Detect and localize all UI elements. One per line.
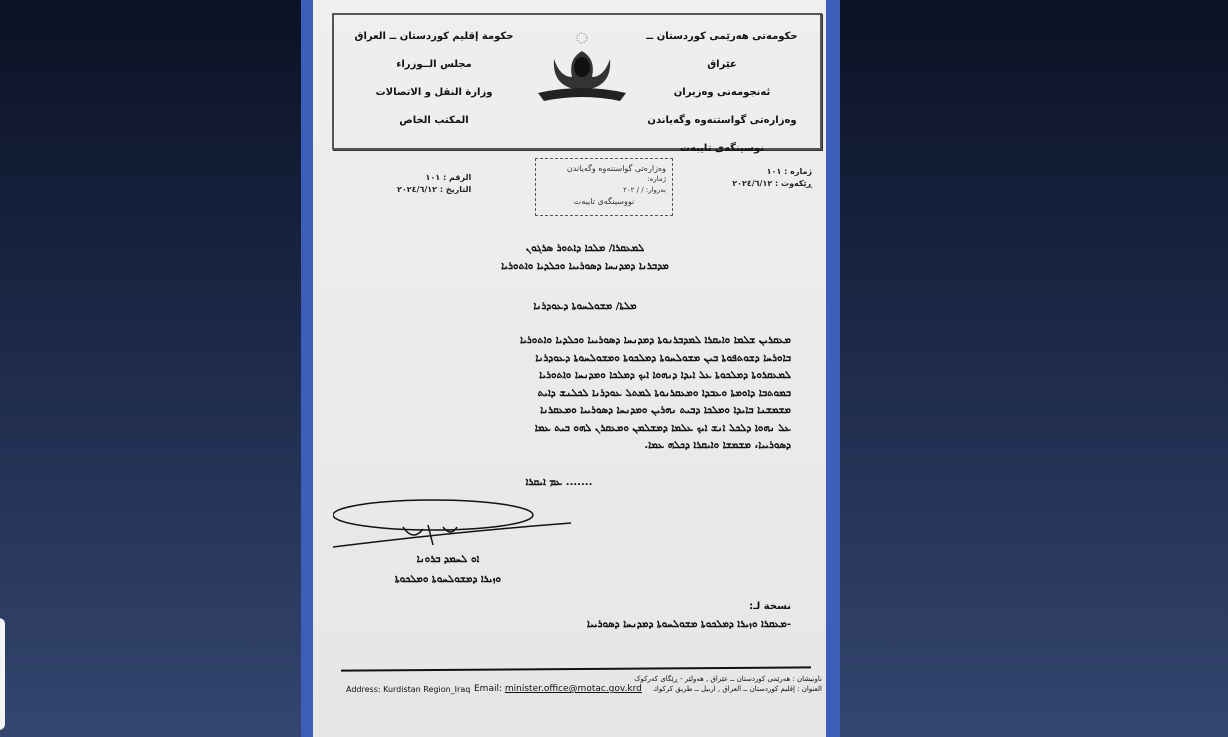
body-line: ܡܥܩܪܝܢ ܫܠܡܐ ܘܐܝܩܪܐ ܠܡܕܒܪܢܘܬܐ ܕܡܕܢܚܐ ܕܣܘܪܝܝܐ ܘܟܠܕܝܐ ܘܐܬܘܪܝܐ: [519, 335, 791, 346]
kurdistan-emblem-icon: [534, 29, 630, 103]
footer-divider: [341, 666, 811, 671]
number-label: ژمارە :: [784, 167, 812, 176]
reference-kurdish: [732, 166, 812, 190]
office-ku: نوسینگەی تایبەت: [679, 143, 764, 154]
stamp-title: وەزارەتی گواستنەوە وگەیاندن: [566, 164, 666, 173]
footer-address-local: [634, 674, 822, 694]
date-value: ٢٠٢٤/٦/١٢: [732, 179, 773, 188]
handwritten-signature: [333, 497, 573, 557]
number-value: ١٠١: [425, 173, 441, 182]
ministry-ar: وزارة النقل و الاتصالات: [375, 87, 493, 98]
signatory-title: ܘܙܝܪܐ ܕܡܫܘܠܚܘܬܐ ܘܡܠܟܘܬܐ: [394, 574, 502, 585]
letterhead-kurdish: [632, 23, 812, 163]
document-page: [313, 0, 826, 737]
addressee-line: ܠܡܥܩܪܐ/ ܡܠܟܐ ܕܐܬܘܪ ܣܪܓܘܢ: [525, 243, 645, 254]
letterhead-arabic: [344, 23, 524, 135]
footer-address-ar: العنوان : إقليم كوردستان ــ العراق , اربيل ــ طريق كركوك: [653, 685, 822, 693]
subject-line: ܡܠܬܐ/ ܡܫܘܠܚܘܬܐ ܕܥܘܕܪܢܐ: [533, 301, 637, 312]
number-label: الرقم :: [442, 173, 472, 182]
letter-body: [379, 332, 791, 455]
body-line: ܕܣܘܪܝܝܐ، ܡܫܡܫܐ ܘܐܝܩܪܐ ܕܟܠܗ ܥܡܐ.: [644, 440, 791, 451]
stamp-office: نووسینگەی تایبەت: [573, 197, 635, 206]
email-label: Email:: [474, 684, 503, 694]
footer-address-en: Address: Kurdistan Region_Iraq: [346, 685, 471, 694]
date-label: ڕێکەوت :: [775, 179, 812, 188]
reference-arabic: [397, 172, 471, 196]
ministry-ku: وەزارەتی گواستنەوە وگەیاندن: [647, 115, 797, 126]
side-panel-tab[interactable]: [0, 618, 5, 730]
body-line: ܠܡܥܩܪܘܬܐ ܕܡܠܟܘܬܐ ܥܠ ܐܝܕܐ ܕܢܗܘܐ ܐܝܟ ܕܡܠܟܐ ܘܡܕܢܚܐ ܘܐܬܘܪܝܐ: [539, 370, 791, 381]
receipt-stamp: [535, 158, 673, 216]
letterhead: [332, 13, 822, 154]
cc-item: -ܡܥܩܪܐ ܘܙܝܪܐ ܕܡܠܟܘܬܐ ܡܫܘܠܚܘܬܐ ܕܡܕܢܚܐ ܕܣܘܪܝܝܐ: [586, 618, 791, 630]
footer-email: [474, 684, 642, 694]
stamp-date: / / ٢٠٢: [623, 186, 644, 194]
body-line: ܥܠ ܢܗܘܐ ܕܠܟܠ ܐܢܫ ܐܝܟ ܥܠܡܐ ܕܡܫܠܡܢ ܘܡܥܩܪܢ ܠܗܘ ܒܝܬ ܥܡܐ: [534, 422, 791, 434]
govt-name-ku: حکومەتی هەرێمی کوردستان ــ عێراق: [646, 31, 798, 70]
stamp-date-label: بەروار:: [645, 186, 666, 194]
email-link[interactable]: minister.office@motac.gov.krd: [504, 684, 642, 694]
council-ar: مجلس الــوزراء: [396, 59, 472, 70]
cc-label: نسخة لـ:: [749, 601, 791, 612]
body-line: ܒܡܘܬܒܐ ܕܐܘܡܬܐ ܘܥܒܕܐ ܘܡܥܩܪܢܘܬܐ ܠܡܬܠ ܥܘܕܪܢܐ ܠܟܠܢܫ ܕܐܝܬ: [537, 387, 791, 399]
date-label: التاريخ :: [439, 185, 472, 194]
signatory: [373, 550, 523, 590]
body-line: ܒܐܘܪܚܐ ܕܫܘܬܦܘܬܐ ܒܝܢ ܡܫܘܠܚܘܬܐ ܕܡܠܟܘܬܐ ܘܡܫܘܠܚܘܬܐ ܕܥܘܕܪܢܐ: [535, 352, 791, 364]
body-line: ܡܫܡܫܢܐ ܒܐܝܕܐ ܘܡܠܟܐ ܕܒܝܬ ܢܗܪܝܢ ܘܡܕܢܚܐ ܕܣܘܪܝܝܐ ܘܡܥܩܪܢܐ: [540, 405, 791, 416]
stamp-number-label: ژمارە:: [647, 175, 666, 183]
cc-section: [413, 598, 791, 633]
date-value: ٢٠٢٤/٦/١٢: [397, 185, 438, 194]
office-ar: المكتب الخاص: [399, 115, 469, 126]
number-value: ١٠١: [766, 167, 782, 176]
footer-address-ku: ناونیشان : هەرێمی کوردستان ــ عێراق , هەولێر - ڕێگای کەرکوک: [634, 675, 822, 683]
govt-name-ar: حكومة إقليم كوردستان ــ العراق: [354, 31, 514, 42]
signatory-name: ܐܘ ܠܚܡܕ ܒܪܘܢܐ: [416, 554, 480, 565]
council-ku: ئەنجومەنی وەزیران: [673, 87, 771, 98]
addressee-line: ܡܕܒܪܢܐ ܕܡܕܢܚܐ ܕܣܘܪܝܝܐ ܘܟܠܕܝܐ ܘܐܬܘܪܝܐ: [501, 260, 669, 272]
closing-line: ....... ܥܡ ܐܝܩܪܐ: [525, 477, 593, 488]
addressee: [379, 240, 791, 275]
